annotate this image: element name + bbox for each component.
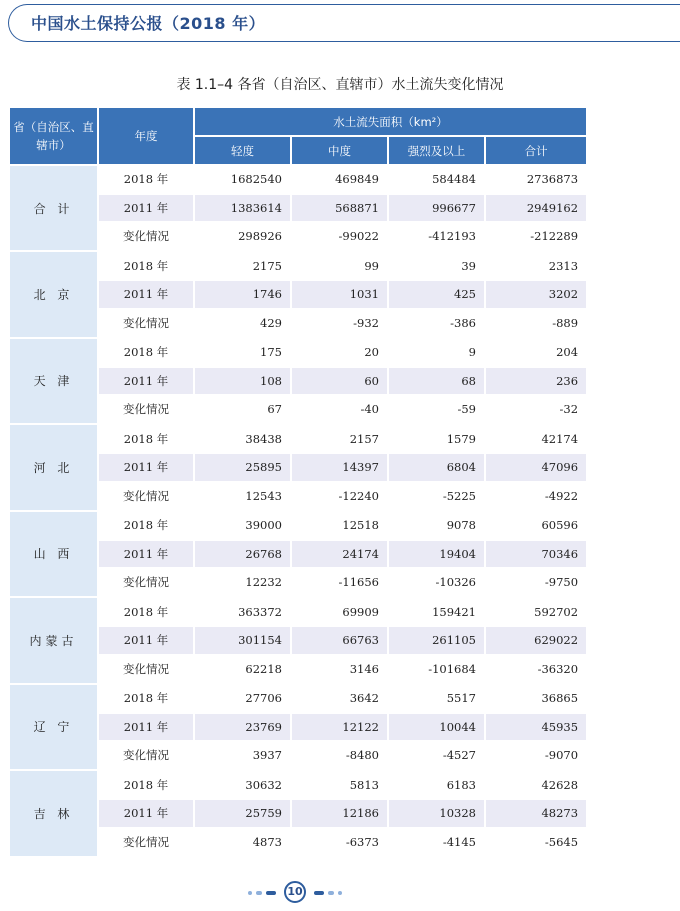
- value-cell: 36865: [485, 684, 587, 713]
- year-cell: 2011 年: [98, 799, 194, 828]
- value-cell: 20: [291, 338, 388, 367]
- page-header: [8, 4, 680, 42]
- year-cell: 2018 年: [98, 684, 194, 713]
- value-cell: 3642: [291, 684, 388, 713]
- value-cell: 23769: [194, 713, 291, 742]
- year-cell: 2011 年: [98, 713, 194, 742]
- value-cell: -4527: [388, 741, 485, 770]
- table-row: [9, 424, 587, 453]
- value-cell: 66763: [291, 626, 388, 655]
- header-total: 合计: [485, 136, 587, 165]
- province-name: 辽 宁: [9, 684, 98, 771]
- value-cell: 12232: [194, 568, 291, 597]
- value-cell: -9750: [485, 568, 587, 597]
- value-cell: 6804: [388, 453, 485, 482]
- year-cell: 2018 年: [98, 338, 194, 367]
- value-cell: 5813: [291, 770, 388, 799]
- header-title: 中国水土保持公报（2018 年）: [31, 14, 266, 33]
- value-cell: 469849: [291, 165, 388, 194]
- table-row: [9, 684, 587, 713]
- value-cell: 236: [485, 367, 587, 396]
- value-cell: 25895: [194, 453, 291, 482]
- value-cell: 3202: [485, 280, 587, 309]
- value-cell: 9: [388, 338, 485, 367]
- value-cell: 99: [291, 251, 388, 280]
- year-cell: 2018 年: [98, 251, 194, 280]
- year-cell: 变化情况: [98, 482, 194, 511]
- value-cell: 204: [485, 338, 587, 367]
- value-cell: 30632: [194, 770, 291, 799]
- year-cell: 变化情况: [98, 309, 194, 338]
- value-cell: 175: [194, 338, 291, 367]
- footer-dot: [248, 891, 252, 895]
- value-cell: 363372: [194, 597, 291, 626]
- footer-dot: [328, 891, 334, 895]
- value-cell: 1383614: [194, 194, 291, 223]
- value-cell: 42174: [485, 424, 587, 453]
- value-cell: 5517: [388, 684, 485, 713]
- table-row: [9, 597, 587, 626]
- value-cell: 38438: [194, 424, 291, 453]
- year-cell: 2018 年: [98, 165, 194, 194]
- header-area: 水土流失面积（km²）: [194, 107, 587, 136]
- value-cell: 1031: [291, 280, 388, 309]
- value-cell: 9078: [388, 511, 485, 540]
- year-cell: 变化情况: [98, 741, 194, 770]
- footer-dot: [256, 891, 262, 895]
- year-cell: 变化情况: [98, 828, 194, 857]
- value-cell: 4873: [194, 828, 291, 857]
- province-name: 吉 林: [9, 770, 98, 857]
- value-cell: -212289: [485, 222, 587, 251]
- value-cell: -5225: [388, 482, 485, 511]
- table-body: [9, 165, 587, 857]
- value-cell: -59: [388, 395, 485, 424]
- year-cell: 2018 年: [98, 511, 194, 540]
- province-name: 合 计: [9, 165, 98, 251]
- value-cell: 39000: [194, 511, 291, 540]
- table-row: [9, 165, 587, 194]
- province-name: 内蒙古: [9, 597, 98, 684]
- value-cell: 60596: [485, 511, 587, 540]
- value-cell: 70346: [485, 540, 587, 569]
- province-name: 北 京: [9, 251, 98, 338]
- value-cell: 6183: [388, 770, 485, 799]
- province-name: 天 津: [9, 338, 98, 425]
- value-cell: 12122: [291, 713, 388, 742]
- value-cell: -889: [485, 309, 587, 338]
- year-cell: 2011 年: [98, 280, 194, 309]
- value-cell: 69909: [291, 597, 388, 626]
- value-cell: 24174: [291, 540, 388, 569]
- value-cell: 568871: [291, 194, 388, 223]
- value-cell: 301154: [194, 626, 291, 655]
- year-cell: 2011 年: [98, 453, 194, 482]
- value-cell: 62218: [194, 655, 291, 684]
- province-name: 河 北: [9, 424, 98, 511]
- value-cell: 10044: [388, 713, 485, 742]
- table-row: [9, 251, 587, 280]
- value-cell: -5645: [485, 828, 587, 857]
- value-cell: -12240: [291, 482, 388, 511]
- value-cell: 68: [388, 367, 485, 396]
- value-cell: -36320: [485, 655, 587, 684]
- value-cell: 2949162: [485, 194, 587, 223]
- year-cell: 变化情况: [98, 395, 194, 424]
- value-cell: 2313: [485, 251, 587, 280]
- value-cell: 261105: [388, 626, 485, 655]
- year-cell: 2018 年: [98, 770, 194, 799]
- table-row: [9, 338, 587, 367]
- value-cell: 425: [388, 280, 485, 309]
- value-cell: 42628: [485, 770, 587, 799]
- value-cell: 67: [194, 395, 291, 424]
- value-cell: 12518: [291, 511, 388, 540]
- value-cell: 26768: [194, 540, 291, 569]
- value-cell: -6373: [291, 828, 388, 857]
- value-cell: -99022: [291, 222, 388, 251]
- value-cell: 19404: [388, 540, 485, 569]
- value-cell: 47096: [485, 453, 587, 482]
- footer-dot: [314, 891, 324, 895]
- value-cell: 27706: [194, 684, 291, 713]
- value-cell: 3937: [194, 741, 291, 770]
- value-cell: 14397: [291, 453, 388, 482]
- value-cell: -412193: [388, 222, 485, 251]
- header-light: 轻度: [194, 136, 291, 165]
- value-cell: -9070: [485, 741, 587, 770]
- value-cell: 298926: [194, 222, 291, 251]
- year-cell: 变化情况: [98, 568, 194, 597]
- value-cell: 3146: [291, 655, 388, 684]
- footer-dot: [338, 891, 342, 895]
- value-cell: 429: [194, 309, 291, 338]
- page-footer: [0, 881, 680, 905]
- value-cell: 2175: [194, 251, 291, 280]
- value-cell: -32: [485, 395, 587, 424]
- header-year: 年度: [98, 107, 194, 165]
- value-cell: 60: [291, 367, 388, 396]
- value-cell: 1579: [388, 424, 485, 453]
- value-cell: 159421: [388, 597, 485, 626]
- value-cell: 584484: [388, 165, 485, 194]
- value-cell: 2736873: [485, 165, 587, 194]
- page-number: 10: [284, 881, 306, 903]
- header-province: 省（自治区、直辖市）: [9, 107, 98, 165]
- value-cell: 592702: [485, 597, 587, 626]
- value-cell: -40: [291, 395, 388, 424]
- value-cell: -4145: [388, 828, 485, 857]
- value-cell: -932: [291, 309, 388, 338]
- year-cell: 2018 年: [98, 597, 194, 626]
- value-cell: 12186: [291, 799, 388, 828]
- value-cell: -10326: [388, 568, 485, 597]
- value-cell: -8480: [291, 741, 388, 770]
- year-cell: 2011 年: [98, 626, 194, 655]
- value-cell: 996677: [388, 194, 485, 223]
- value-cell: -101684: [388, 655, 485, 684]
- value-cell: -11656: [291, 568, 388, 597]
- erosion-table: [8, 106, 588, 858]
- value-cell: 45935: [485, 713, 587, 742]
- value-cell: 12543: [194, 482, 291, 511]
- value-cell: 1746: [194, 280, 291, 309]
- value-cell: 1682540: [194, 165, 291, 194]
- year-cell: 2018 年: [98, 424, 194, 453]
- year-cell: 2011 年: [98, 367, 194, 396]
- province-name: 山 西: [9, 511, 98, 598]
- header-moderate: 中度: [291, 136, 388, 165]
- header-severe: 强烈及以上: [388, 136, 485, 165]
- value-cell: 629022: [485, 626, 587, 655]
- year-cell: 变化情况: [98, 222, 194, 251]
- table-row: [9, 511, 587, 540]
- value-cell: 25759: [194, 799, 291, 828]
- table-caption: 表 1.1–4 各省（自治区、直辖市）水土流失变化情况: [176, 77, 504, 93]
- value-cell: 48273: [485, 799, 587, 828]
- footer-dot: [266, 891, 276, 895]
- table-row: [9, 770, 587, 799]
- value-cell: 39: [388, 251, 485, 280]
- year-cell: 2011 年: [98, 194, 194, 223]
- value-cell: 2157: [291, 424, 388, 453]
- value-cell: 108: [194, 367, 291, 396]
- year-cell: 2011 年: [98, 540, 194, 569]
- value-cell: -386: [388, 309, 485, 338]
- year-cell: 变化情况: [98, 655, 194, 684]
- value-cell: 10328: [388, 799, 485, 828]
- value-cell: -4922: [485, 482, 587, 511]
